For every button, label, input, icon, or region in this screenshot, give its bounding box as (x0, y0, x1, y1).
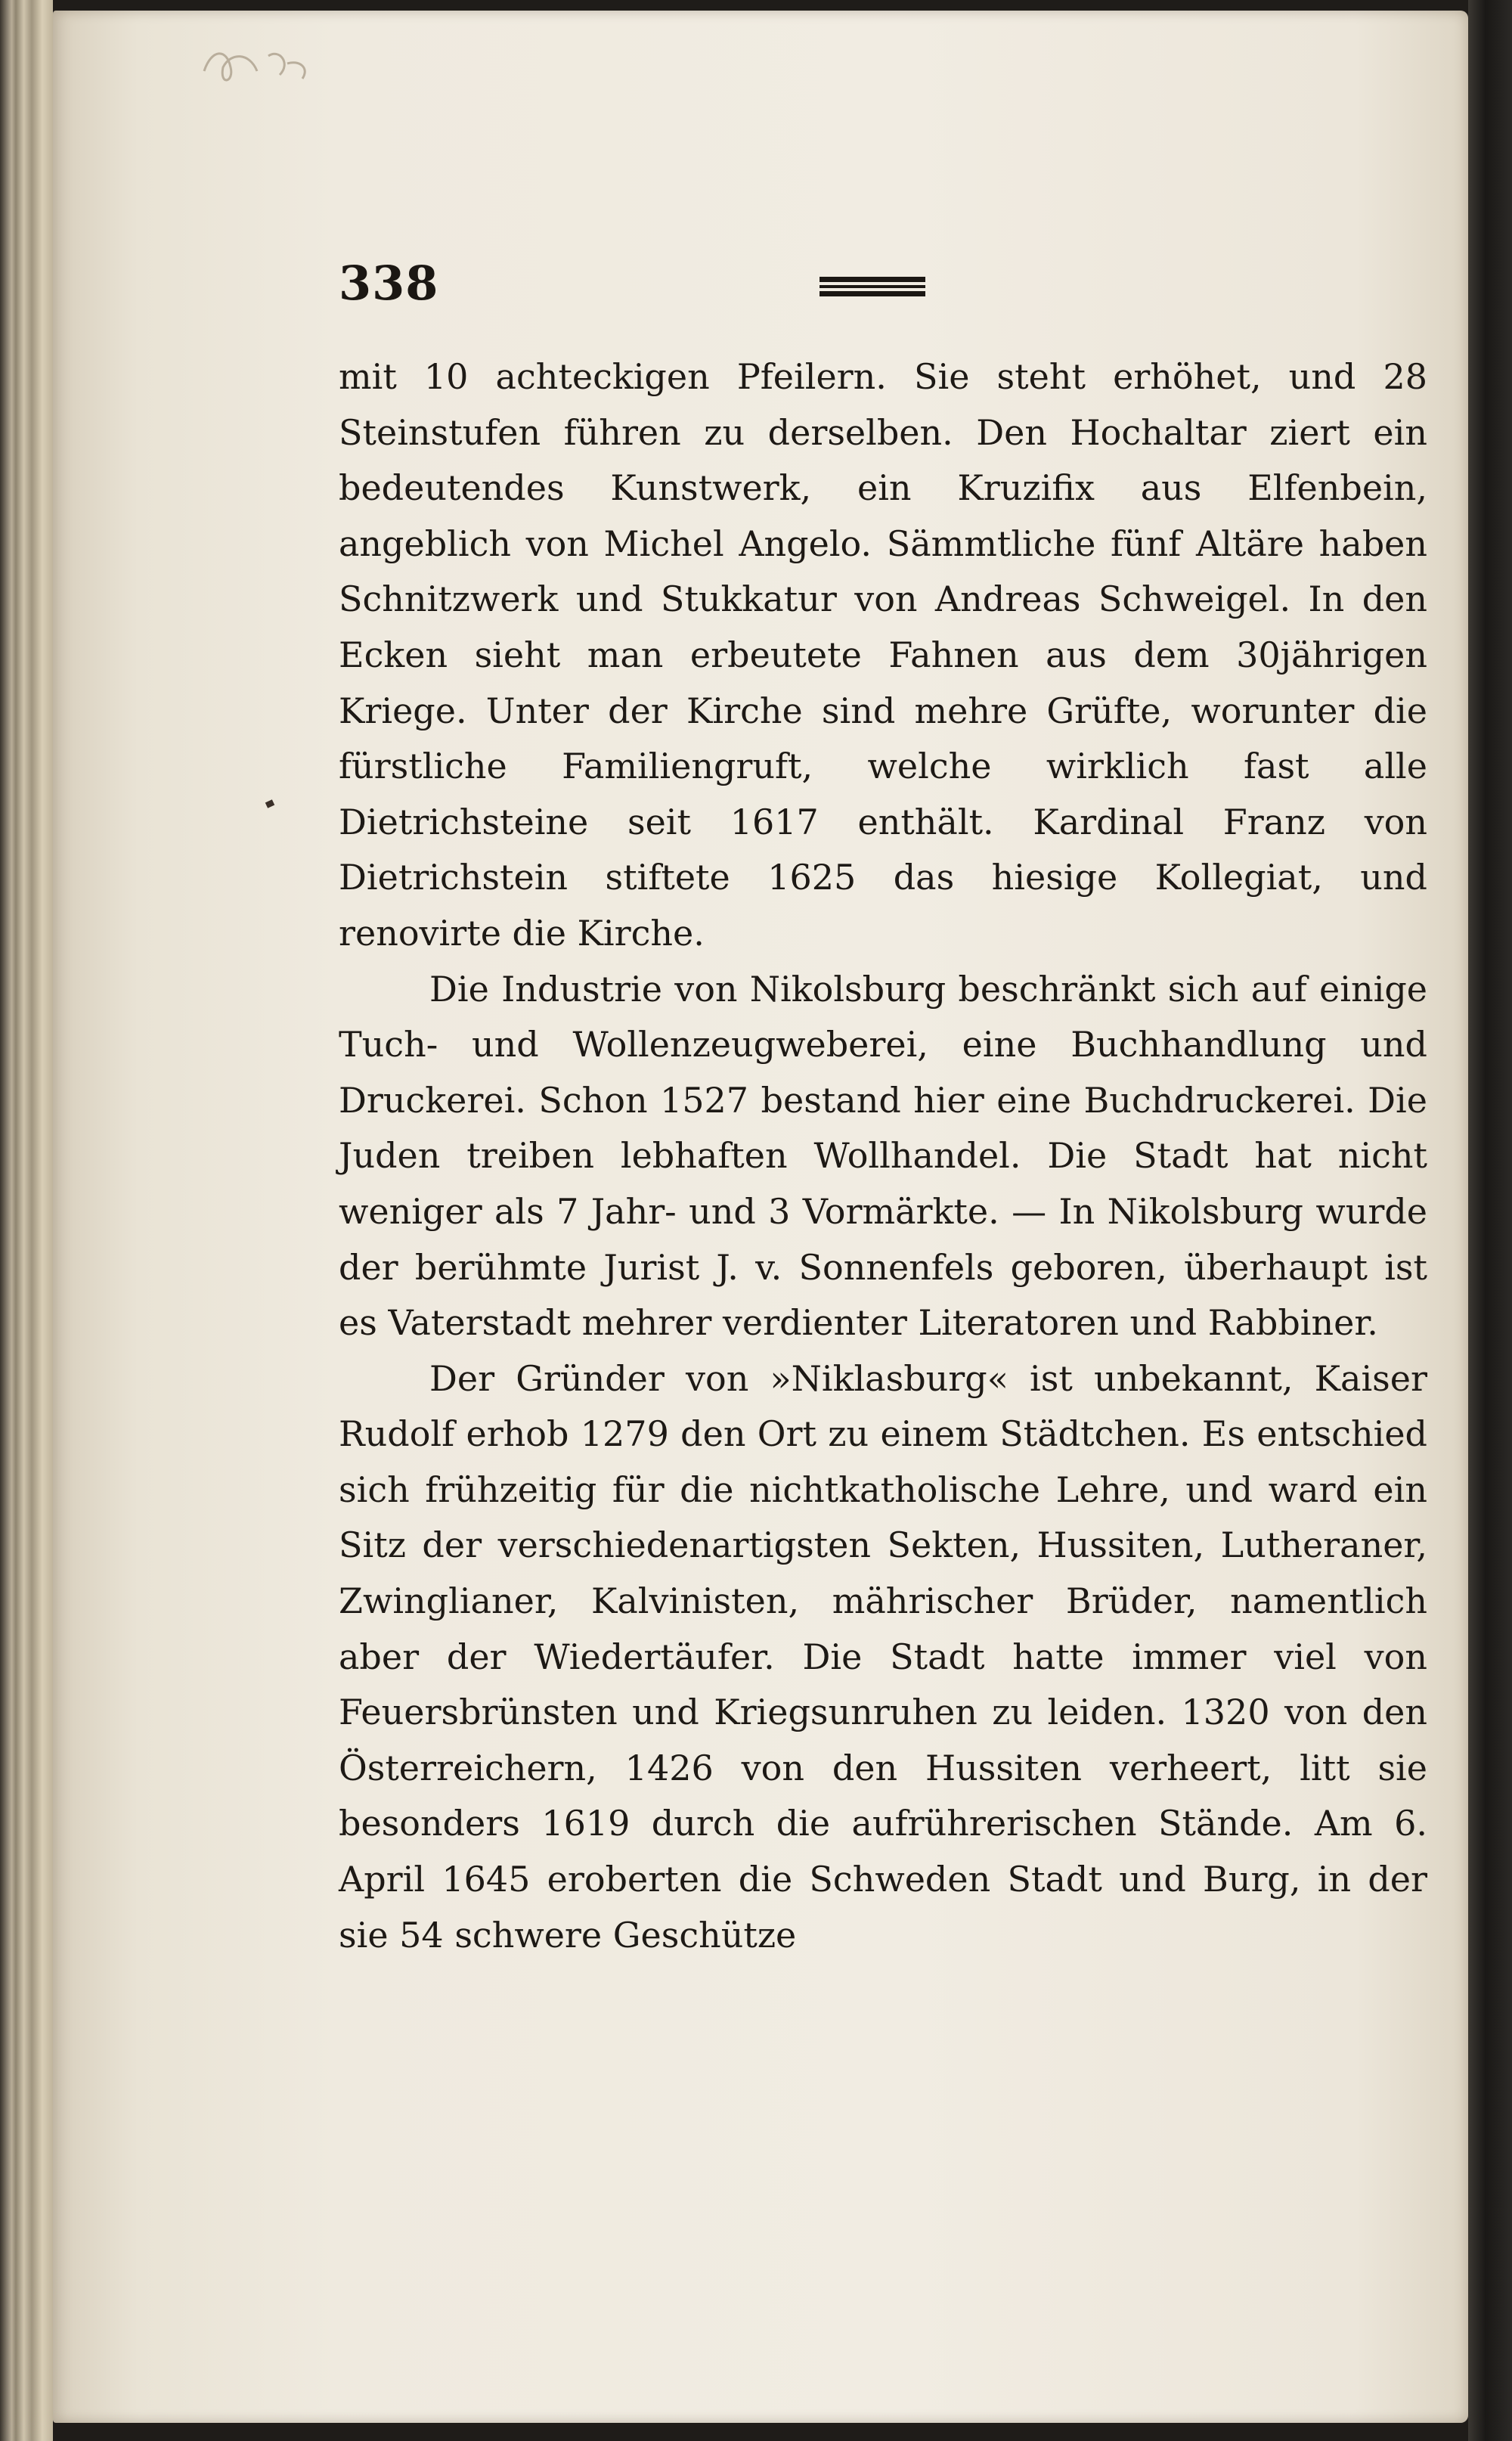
paragraph-church-description: mit 10 achteckigen Pfeilern. Sie steht erhöhet, und 28 Steinstufen führen zu derselben. Den Hochaltar ziert ein bedeutendes Kunstwerk, ein Kruzifix aus Elfenbein, angeblich von Michel Angelo. Sämmtliche fünf Altäre haben Schnitzwerk und Stukkatur von Andreas Schweigel. In den Ecken sieht man erbeutete Fahnen aus dem 30jährigen Kriege. Unter der Kirche sind mehre Grüfte, worunter die fürstliche Familiengruft, welche wirklich fast alle Dietrichsteine seit 1617 enthält. Kardinal Franz von Dietrichstein stiftete 1625 das hiesige Kollegiat, und renovirte die Kirche. (339, 356, 1427, 954)
page-header (339, 256, 1427, 324)
body-text (339, 349, 1427, 1963)
page-number: 338 (339, 256, 439, 311)
margin-ink-speck (265, 799, 274, 808)
scan-background-right (1468, 0, 1512, 2441)
pencil-scribble-mark (197, 41, 318, 94)
paragraph-history: Der Gründer von »Niklasburg« ist unbekannt, Kaiser Rudolf erhob 1279 den Ort zu einem Städtchen. Es entschied sich frühzeitig für die nichtkatholische Lehre, und ward ein Sitz der verschiedenartigsten Sekten, Hussiten, Lutheraner, Zwinglianer, Kalvinisten, mährischer Brüder, namentlich aber der Wiedertäufer. Die Stadt hatte immer viel von Feuersbrünsten und Kriegsunruhen zu leiden. 1320 von den Österreichern, 1426 von den Hussiten verheert, litt sie besonders 1619 durch die aufrührerischen Stände. Am 6. April 1645 eroberten die Schweden Stadt und Burg, in der sie 54 schwere Geschütze (339, 1357, 1427, 1956)
book-binding-edge (0, 0, 53, 2441)
header-rule-ornament (820, 277, 925, 296)
paragraph-industry: Die Industrie von Nikolsburg beschränkt sich auf einige Tuch- und Wollenzeugweberei, eine Buchhandlung und Druckerei. Schon 1527 bestand hier eine Buchdruckerei. Die Juden treiben lebhaften Wollhandel. Die Stadt hat nicht weniger als 7 Jahr- und 3 Vormärkte. — In Nikolsburg wurde der berühmte Jurist J. v. Sonnenfels geboren, überhaupt ist es Vaterstadt mehrer verdienter Literatoren und Rabbiner. (339, 968, 1427, 1344)
